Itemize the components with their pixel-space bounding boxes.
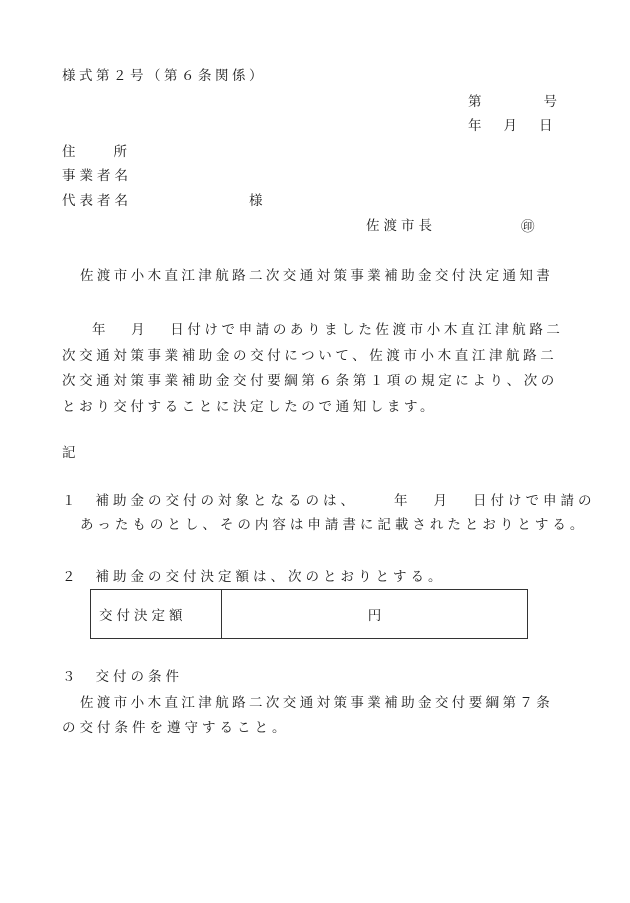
yen-unit: 円 bbox=[367, 608, 382, 624]
recipient-address-label bbox=[62, 143, 131, 161]
number-dai: 第 bbox=[468, 94, 486, 110]
item-3-heading bbox=[62, 668, 183, 686]
document-title: 佐渡市小木直江津航路二次交通対策事業補助金交付決定通知書 bbox=[80, 268, 554, 284]
grant-amount-header: 交付決定額 bbox=[91, 590, 222, 638]
item-3-heading-text: 交付の条件 bbox=[95, 669, 183, 685]
body-text: 日付けで申請のありました佐渡市小木直江津航路二次交通対策事業補助金の交付について、佐渡市小木直江津航路二次交通対策事業補助金交付要綱第６条第１項の規定により、次のとおり交付することに決定したので通知します。 bbox=[62, 322, 564, 415]
sender-mayor: 佐渡市長 bbox=[366, 218, 436, 234]
date-month: 月 bbox=[503, 118, 521, 134]
item-2-number: ２ bbox=[62, 569, 80, 585]
body-paragraph bbox=[62, 318, 572, 420]
grant-amount-value-cell bbox=[222, 590, 527, 638]
item-1-month: 月 bbox=[433, 493, 451, 509]
item-1-number: １ bbox=[62, 493, 80, 509]
seal-mark: ㊞ bbox=[521, 219, 535, 235]
form-number: 様式第２号（第６条関係） bbox=[62, 68, 266, 84]
recipient-honorific: 様 bbox=[249, 193, 267, 209]
item-1-line-1 bbox=[62, 492, 596, 510]
date-day: 日 bbox=[539, 118, 557, 134]
address-char-1: 住 bbox=[62, 144, 80, 160]
item-1-text-a: 補助金の交付の対象となるのは、 bbox=[95, 493, 358, 509]
item-1-year: 年 bbox=[394, 493, 412, 509]
date-year: 年 bbox=[468, 118, 486, 134]
item-3-line-1: 佐渡市小木直江津航路二次交通対策事業補助金交付要綱第７条 bbox=[80, 695, 554, 711]
address-char-2: 所 bbox=[113, 144, 131, 160]
item-2-line bbox=[62, 568, 446, 586]
item-3-line-2: の交付条件を遵守すること。 bbox=[62, 720, 290, 736]
item-1-line-2: あったものとし、その内容は申請書に記載されたとおりとする。 bbox=[80, 517, 588, 533]
body-year: 年 bbox=[92, 322, 110, 338]
item-3-number: ３ bbox=[62, 669, 80, 685]
recipient-representative-label: 代表者名 bbox=[62, 193, 132, 209]
number-go: 号 bbox=[543, 94, 561, 110]
document-number-line bbox=[468, 93, 561, 111]
ki-heading: 記 bbox=[62, 445, 80, 461]
body-month: 月 bbox=[131, 322, 149, 338]
document-date-line bbox=[468, 117, 557, 135]
recipient-business-name-label: 事業者名 bbox=[62, 168, 132, 184]
item-2-text: 補助金の交付決定額は、次のとおりとする。 bbox=[95, 569, 446, 585]
grant-amount-table bbox=[90, 589, 528, 639]
item-1-text-b: 日付けで申請の bbox=[473, 493, 596, 509]
